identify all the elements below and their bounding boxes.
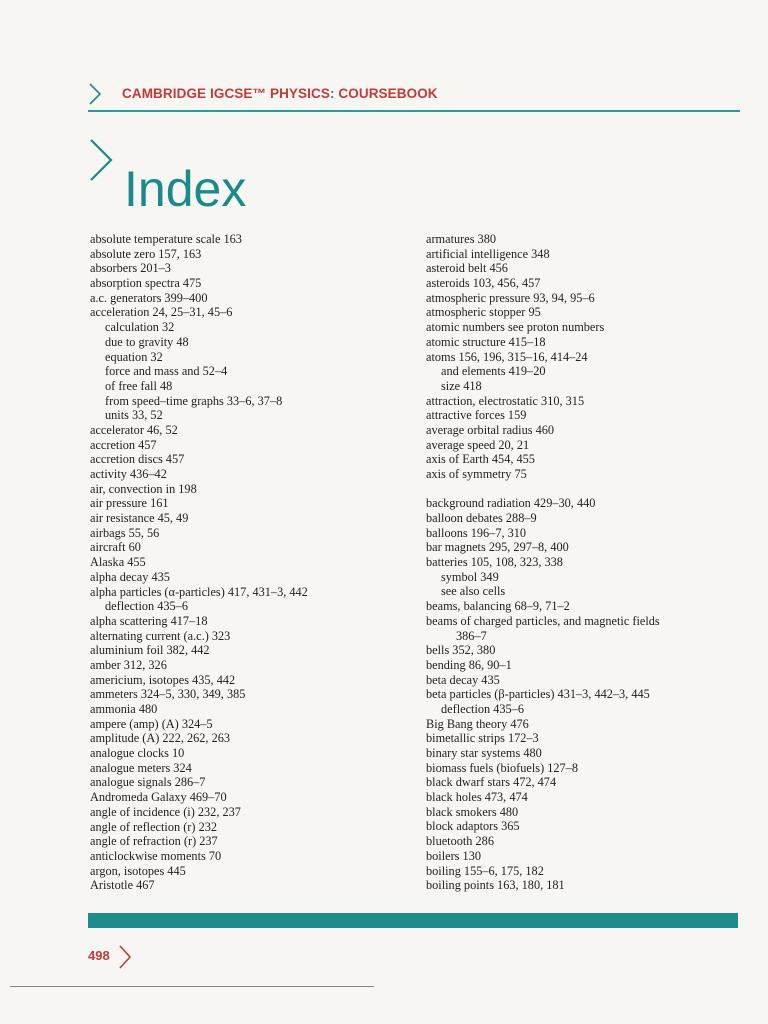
index-entry: beams, balancing 68–9, 71–2 <box>426 599 570 614</box>
index-entry: deflection 435–6 <box>105 599 188 614</box>
index-entry: artificial intelligence 348 <box>426 246 550 261</box>
index-entry: see also cells <box>441 584 506 599</box>
index-entry: Alaska 455 <box>90 555 146 570</box>
page-title: Index <box>124 160 247 217</box>
index-entry: anticlockwise moments 70 <box>90 848 222 863</box>
index-entry: air, convection in 198 <box>90 481 197 496</box>
index-entry: activity 436–42 <box>90 467 167 481</box>
index-entry: bells 352, 380 <box>426 643 496 658</box>
index-entry: axis of Earth 454, 455 <box>426 452 535 467</box>
index-entry: boiling points 163, 180, 181 <box>426 878 565 893</box>
index-entry: of free fall 48 <box>105 378 173 393</box>
running-header <box>88 80 740 112</box>
index-entry: average orbital radius 460 <box>426 422 555 437</box>
index-entry: due to gravity 48 <box>105 334 189 349</box>
index-entry: accretion discs 457 <box>90 452 185 467</box>
index-entry: beams of charged particles, and magnetic fields <box>426 613 660 628</box>
index-entry: bar magnets 295, 297–8, 400 <box>426 540 569 555</box>
index-entry: absorbers 201–3 <box>90 261 171 276</box>
index-entry: symbol 349 <box>441 569 499 584</box>
index-entry: armatures 380 <box>426 232 496 246</box>
index-entry: a.c. generators 399–400 <box>90 290 208 305</box>
index-entry: aircraft 60 <box>90 540 141 555</box>
index-entry: bending 86, 90–1 <box>426 657 512 672</box>
index-entry: black dwarf stars 472, 474 <box>426 775 557 790</box>
index-entry: asteroids 103, 456, 457 <box>426 276 541 291</box>
index-entry: balloons 196–7, 310 <box>426 525 527 540</box>
index-entry: calculation 32 <box>105 320 175 335</box>
index-entry: americium, isotopes 435, 442 <box>90 672 236 687</box>
index-entry: boiling 155–6, 175, 182 <box>426 863 544 878</box>
page-number: 498 <box>88 948 110 963</box>
index-entry: absolute temperature scale 163 <box>90 232 242 246</box>
index-entry: airbags 55, 56 <box>90 525 160 540</box>
index-entry: black smokers 480 <box>426 804 519 819</box>
index-entry: beta decay 435 <box>426 672 500 687</box>
index-entry: biomass fuels (biofuels) 127–8 <box>426 760 578 775</box>
scan-artifact-line <box>10 986 374 987</box>
index-entry: absolute zero 157, 163 <box>90 246 202 261</box>
header-title <box>122 86 438 101</box>
index-entry: asteroid belt 456 <box>426 261 508 276</box>
index-entry: aluminium foil 382, 442 <box>90 643 210 658</box>
index-entry: size 418 <box>441 378 482 393</box>
index-entry: Andromeda Galaxy 469–70 <box>90 790 227 805</box>
footer-band <box>88 913 738 928</box>
index-entry: force and mass and 52–4 <box>105 364 228 379</box>
index-entry: average speed 20, 21 <box>426 437 530 452</box>
header-separator: : <box>329 86 335 101</box>
index-entry: angle of reflection (r) 232 <box>90 819 218 834</box>
index-entry: binary star systems 480 <box>426 746 542 761</box>
index-entry: bluetooth 286 <box>426 834 494 849</box>
index-entry: boilers 130 <box>426 848 481 863</box>
index-entry: equation 32 <box>105 349 163 364</box>
index-entry: angle of refraction (r) 237 <box>90 834 218 849</box>
index-entry: ammonia 480 <box>90 702 158 716</box>
index-entry: balloon debates 288–9 <box>426 511 537 526</box>
index-entry: air pressure 161 <box>90 496 169 511</box>
index-entry: alpha scattering 417–18 <box>90 613 208 628</box>
index-entry: batteries 105, 108, 323, 338 <box>426 555 563 570</box>
index-entry: ammeters 324–5, 330, 349, 385 <box>90 687 246 702</box>
chevron-right-icon <box>88 82 102 106</box>
index-entry: deflection 435–6 <box>441 701 524 716</box>
index-entry: atmospheric stopper 95 <box>426 305 541 320</box>
index-entry: attractive forces 159 <box>426 408 527 423</box>
index-entry: 386–7 <box>456 628 487 643</box>
index-entry: black holes 473, 474 <box>426 790 528 805</box>
index-entry: beta particles (β-particles) 431–3, 442–3, 445 <box>426 687 650 702</box>
index-entry: block adaptors 365 <box>426 819 520 834</box>
index-entry: acceleration 24, 25–31, 45–6 <box>90 305 233 320</box>
index-entry: alpha decay 435 <box>90 569 170 584</box>
index-entry: argon, isotopes 445 <box>90 863 186 878</box>
index-entry: analogue signals 286–7 <box>90 775 206 790</box>
index-column-left <box>90 232 390 893</box>
index-entry: analogue clocks 10 <box>90 746 185 761</box>
index-entry: ampere (amp) (A) 324–5 <box>90 716 213 731</box>
index-entry: Big Bang theory 476 <box>426 716 529 731</box>
index-entry: units 33, 52 <box>105 408 163 423</box>
index-entry: amplitude (A) 222, 262, 263 <box>90 731 231 746</box>
index-entry: angle of incidence (i) 232, 237 <box>90 804 241 819</box>
index-entry: from speed–time graphs 33–6, 37–8 <box>105 393 283 408</box>
chevron-right-icon <box>88 138 114 182</box>
index-entry: background radiation 429–30, 440 <box>426 496 596 511</box>
index-entry: accelerator 46, 52 <box>90 422 178 437</box>
index-entry: attraction, electrostatic 310, 315 <box>426 393 585 408</box>
chevron-right-icon <box>118 944 132 970</box>
index-entry: atomic numbers see proton numbers <box>426 320 605 335</box>
index-entry: analogue meters 324 <box>90 760 192 775</box>
header-section: COURSEBOOK <box>334 86 438 101</box>
index-entry: and elements 419–20 <box>441 364 546 379</box>
index-entry: air resistance 45, 49 <box>90 511 189 526</box>
index-column-right <box>426 232 746 893</box>
header-book-name: CAMBRIDGE IGCSE™ PHYSICS <box>122 86 330 101</box>
index-entry: bimetallic strips 172–3 <box>426 731 539 746</box>
index-entry: absorption spectra 475 <box>90 276 202 291</box>
index-entry: accretion 457 <box>90 437 157 452</box>
header-rule <box>88 110 740 112</box>
index-entry: axis of symmetry 75 <box>426 467 527 481</box>
index-entry: alternating current (a.c.) 323 <box>90 628 231 643</box>
index-entry: atomic structure 415–18 <box>426 334 546 349</box>
index-entry: atmospheric pressure 93, 94, 95–6 <box>426 290 595 305</box>
index-entry: Aristotle 467 <box>90 878 155 893</box>
index-entry: atoms 156, 196, 315–16, 414–24 <box>426 349 588 364</box>
index-entry: amber 312, 326 <box>90 657 167 672</box>
index-entry: alpha particles (α-particles) 417, 431–3, 442 <box>90 584 308 599</box>
